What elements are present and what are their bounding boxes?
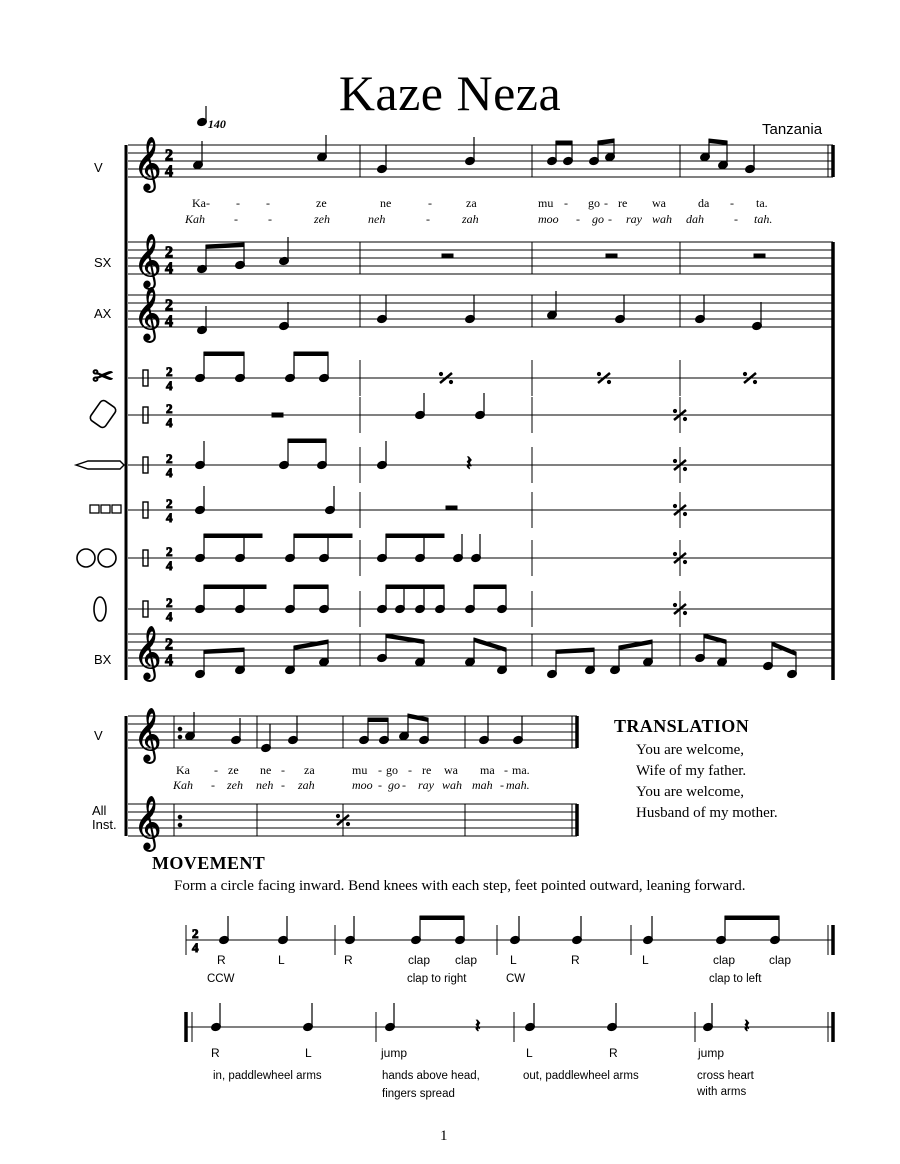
- treble-clef: 𝄞: [134, 136, 162, 190]
- phonetic-syllable: -: [402, 778, 406, 792]
- beam: [204, 648, 244, 654]
- repeat-dot: [673, 603, 676, 606]
- movement-step: L: [510, 953, 517, 967]
- beam: [368, 718, 388, 722]
- guiro-icon: [76, 461, 124, 469]
- time-sig-top: 2: [165, 636, 173, 653]
- repeat-dot: [743, 372, 746, 375]
- phonetic-syllable: neh: [368, 212, 386, 226]
- movement-direction: CW: [506, 973, 526, 985]
- phonetic-syllable: wah: [652, 212, 673, 226]
- lyric-syllable: -: [730, 196, 734, 210]
- translation-line: Husband of my mother.: [636, 805, 778, 821]
- lyric-syllable: -: [378, 763, 382, 777]
- quarter-rest: 𝄽: [466, 453, 473, 475]
- beam: [598, 139, 614, 145]
- phonetic-syllable: Kah: [185, 212, 206, 226]
- tempo-marking: [198, 117, 226, 132]
- time-sig-bottom: 4: [165, 163, 173, 180]
- repeat-dot: [683, 417, 686, 420]
- translation-heading: TRANSLATION: [614, 716, 750, 736]
- treble-clef: 𝄞: [134, 233, 162, 287]
- quarter-rest: 𝄽: [744, 1016, 750, 1036]
- time-sig-bottom: 4: [165, 313, 173, 330]
- lyric-syllable: -: [236, 196, 240, 210]
- movement-step: jump: [381, 1046, 408, 1060]
- movement-step: R: [344, 953, 353, 967]
- repeat-dot: [449, 380, 452, 383]
- beam: [408, 714, 428, 722]
- treble-clef: 𝄞: [134, 795, 162, 849]
- movement-step: R: [211, 1046, 220, 1060]
- phonetic-syllable: -: [268, 212, 272, 226]
- lyric-syllable: -: [214, 763, 218, 777]
- movement-step: clap: [408, 953, 431, 967]
- lyric-syllable: ze: [228, 763, 239, 777]
- beam: [420, 916, 464, 920]
- phonetic-syllable: -: [426, 212, 430, 226]
- time-sig-top: 2: [165, 244, 173, 261]
- phonetic-syllable: -: [734, 212, 738, 226]
- movement-direction: clap to left: [709, 973, 762, 985]
- lyric-syllable: Ka: [176, 763, 190, 777]
- movement-step: clap: [455, 953, 478, 967]
- page-number: 1: [440, 1128, 448, 1144]
- movement-step: L: [642, 953, 649, 967]
- repeat-dot: [178, 823, 182, 827]
- lyric-syllable: wa: [444, 763, 458, 777]
- phonetic-syllable: zah: [462, 212, 479, 226]
- repeat-dot: [673, 552, 676, 555]
- beam: [206, 243, 244, 249]
- movement-direction: clap to right: [407, 973, 467, 985]
- phonetic-syllable: zeh: [314, 212, 330, 226]
- translation-line: Wife of my father.: [636, 763, 747, 779]
- time-sig-bottom: 4: [166, 465, 173, 480]
- time-sig-bottom: 4: [166, 378, 173, 393]
- time-sig-top: 2: [166, 364, 173, 379]
- movement-step: R: [609, 1046, 618, 1060]
- movement-step: L: [305, 1046, 312, 1060]
- repeat-dot: [683, 512, 686, 515]
- lyric-syllable: ze: [316, 196, 327, 210]
- phonetic-syllable: moo: [352, 778, 373, 792]
- whole-rest: [442, 254, 453, 258]
- time-sig-top: 2: [166, 401, 173, 416]
- beam: [294, 534, 352, 538]
- movement-heading: MOVEMENT: [152, 853, 266, 873]
- phonetic-syllable: -: [234, 212, 238, 226]
- movement-step: jump: [698, 1046, 725, 1060]
- beam: [386, 534, 444, 538]
- time-sig-bottom: 4: [166, 558, 173, 573]
- repeat-dot: [683, 467, 686, 470]
- bell-icon: [90, 505, 99, 513]
- part-label-v2: V: [94, 728, 103, 743]
- song-title: Kaze Neza: [338, 65, 562, 121]
- all-label: All: [92, 803, 107, 818]
- whole-rest: [606, 254, 617, 258]
- treble-clef: 𝄞: [134, 707, 162, 761]
- bell-icon: [101, 505, 110, 513]
- treble-clef: 𝄞: [134, 625, 162, 679]
- beam: [288, 439, 326, 443]
- bongo-icon: [98, 549, 116, 567]
- movement-step: L: [526, 1046, 533, 1060]
- lyric-syllable: wa: [652, 196, 666, 210]
- phonetic-syllable: -: [211, 778, 215, 792]
- shaker-icon: ✂: [92, 362, 114, 391]
- lyric-syllable: go: [588, 196, 600, 210]
- phonetic-syllable: mah.: [506, 778, 530, 792]
- translation-line: You are welcome,: [636, 742, 745, 758]
- part-label-v: V: [94, 160, 103, 175]
- phonetic-syllable: Kah: [173, 778, 194, 792]
- movement-step: R: [217, 953, 226, 967]
- beam: [294, 585, 328, 589]
- lyric-syllable: ne: [260, 763, 272, 777]
- repeat-dot: [683, 611, 686, 614]
- lyric-syllable: -: [266, 196, 270, 210]
- beam: [294, 640, 328, 650]
- lyric-syllable: -: [604, 196, 608, 210]
- lyric-syllable: Ka-: [192, 196, 210, 210]
- movement-direction: CCW: [207, 973, 235, 985]
- time-sig-bottom: 4: [166, 510, 173, 525]
- beam: [619, 640, 652, 650]
- part-label-all-inst: [92, 804, 117, 832]
- part-label-ax: AX: [94, 306, 112, 321]
- lyric-syllable: -: [428, 196, 432, 210]
- movement-instructions: Form a circle facing inward. Bend knees with each step, feet pointed outward, leaning forward.: [174, 878, 746, 894]
- whole-rest: [754, 254, 765, 258]
- time-sig-bottom: 4: [166, 415, 173, 430]
- beam: [204, 585, 266, 589]
- phonetic-syllable: tah.: [754, 212, 773, 226]
- beam: [772, 642, 796, 656]
- beam: [474, 638, 506, 652]
- time-sig-bottom: 4: [192, 940, 199, 955]
- phonetic-syllable: ray: [626, 212, 642, 226]
- repeat-dot: [673, 504, 676, 507]
- repeat-dot: [597, 372, 600, 375]
- lyric-syllable: ma.: [512, 763, 530, 777]
- phonetic-syllable: mah: [472, 778, 493, 792]
- phonetic-syllable: -: [500, 778, 504, 792]
- phonetic-syllable: -: [576, 212, 580, 226]
- movement-step: clap: [713, 953, 736, 967]
- lyric-syllable: ma: [480, 763, 495, 777]
- movement-step: L: [278, 953, 285, 967]
- phonetic-syllable: -: [378, 778, 382, 792]
- time-sig-top: 2: [166, 595, 173, 610]
- phonetic-syllable: ray: [418, 778, 434, 792]
- time-sig-top: 2: [165, 297, 173, 314]
- movement-direction: fingers spread: [382, 1088, 455, 1100]
- repeat-dot: [753, 380, 756, 383]
- tempo-text: = 140: [198, 117, 226, 131]
- movement-direction: with arms: [697, 1086, 747, 1098]
- repeat-dot: [178, 727, 182, 731]
- time-sig-top: 2: [166, 544, 173, 559]
- quarter-rest: 𝄽: [475, 1016, 481, 1036]
- time-sig-bottom: 4: [165, 260, 173, 277]
- phonetic-syllable: -: [281, 778, 285, 792]
- phonetic-syllable: go: [388, 778, 400, 792]
- lyric-syllable: re: [422, 763, 432, 777]
- beam: [204, 352, 244, 356]
- whole-rest: [446, 506, 457, 510]
- beam: [386, 585, 444, 589]
- time-sig-bottom: 4: [166, 609, 173, 624]
- lyric-syllable: mu: [538, 196, 554, 210]
- treble-clef: 𝄞: [134, 286, 162, 340]
- beam: [556, 141, 572, 145]
- lyric-syllable: -: [281, 763, 285, 777]
- whole-rest: [272, 413, 283, 417]
- woodblock-icon: [89, 399, 118, 429]
- translation-line: You are welcome,: [636, 784, 745, 800]
- movement-step: R: [571, 953, 580, 967]
- repeat-dot: [336, 814, 339, 817]
- drum-icon: [94, 597, 106, 621]
- repeat-dot: [346, 822, 349, 825]
- beam: [709, 139, 727, 145]
- phonetic-syllable: neh: [256, 778, 274, 792]
- beam: [474, 585, 506, 589]
- repeat-dot: [683, 560, 686, 563]
- movement-direction: in, paddlewheel arms: [213, 1070, 322, 1082]
- movement-step: clap: [769, 953, 792, 967]
- phonetic-syllable: zeh: [227, 778, 243, 792]
- time-sig-bottom: 4: [165, 652, 173, 669]
- lyric-syllable: ta.: [756, 196, 768, 210]
- movement-direction: hands above head,: [382, 1070, 480, 1082]
- beam: [725, 916, 779, 920]
- repeat-dot: [439, 372, 442, 375]
- phonetic-syllable: -: [608, 212, 612, 226]
- bongo-icon: [77, 549, 95, 567]
- time-sig-top: 2: [165, 147, 173, 164]
- lyric-syllable: za: [304, 763, 315, 777]
- part-label-bx: BX: [94, 652, 112, 667]
- repeat-dot: [673, 409, 676, 412]
- movement-direction: out, paddlewheel arms: [523, 1070, 639, 1082]
- repeat-dot: [178, 735, 182, 739]
- beam: [294, 352, 328, 356]
- lyric-syllable: da: [698, 196, 710, 210]
- phonetic-syllable: wah: [442, 778, 463, 792]
- repeat-dot: [673, 459, 676, 462]
- time-sig-top: 2: [166, 496, 173, 511]
- phonetic-syllable: dah: [686, 212, 704, 226]
- lyric-syllable: -: [408, 763, 412, 777]
- lyric-syllable: go: [386, 763, 398, 777]
- phonetic-syllable: moo: [538, 212, 559, 226]
- lyric-syllable: ne: [380, 196, 392, 210]
- beam: [556, 648, 594, 654]
- repeat-dot: [178, 815, 182, 819]
- lyric-syllable: -: [504, 763, 508, 777]
- repeat-dot: [607, 380, 610, 383]
- phonetic-syllable: zah: [298, 778, 315, 792]
- beam: [204, 534, 262, 538]
- time-sig-top: 2: [192, 926, 199, 941]
- origin-label: Tanzania: [762, 121, 823, 138]
- phonetic-syllable: go: [592, 212, 604, 226]
- inst-label: Inst.: [92, 817, 117, 832]
- lyric-syllable: re: [618, 196, 628, 210]
- movement-direction: cross heart: [697, 1070, 754, 1082]
- bell-icon: [112, 505, 121, 513]
- part-label-sx: SX: [94, 255, 112, 270]
- lyric-syllable: za: [466, 196, 477, 210]
- time-sig-top: 2: [166, 451, 173, 466]
- lyric-syllable: -: [564, 196, 568, 210]
- lyric-syllable: mu: [352, 763, 368, 777]
